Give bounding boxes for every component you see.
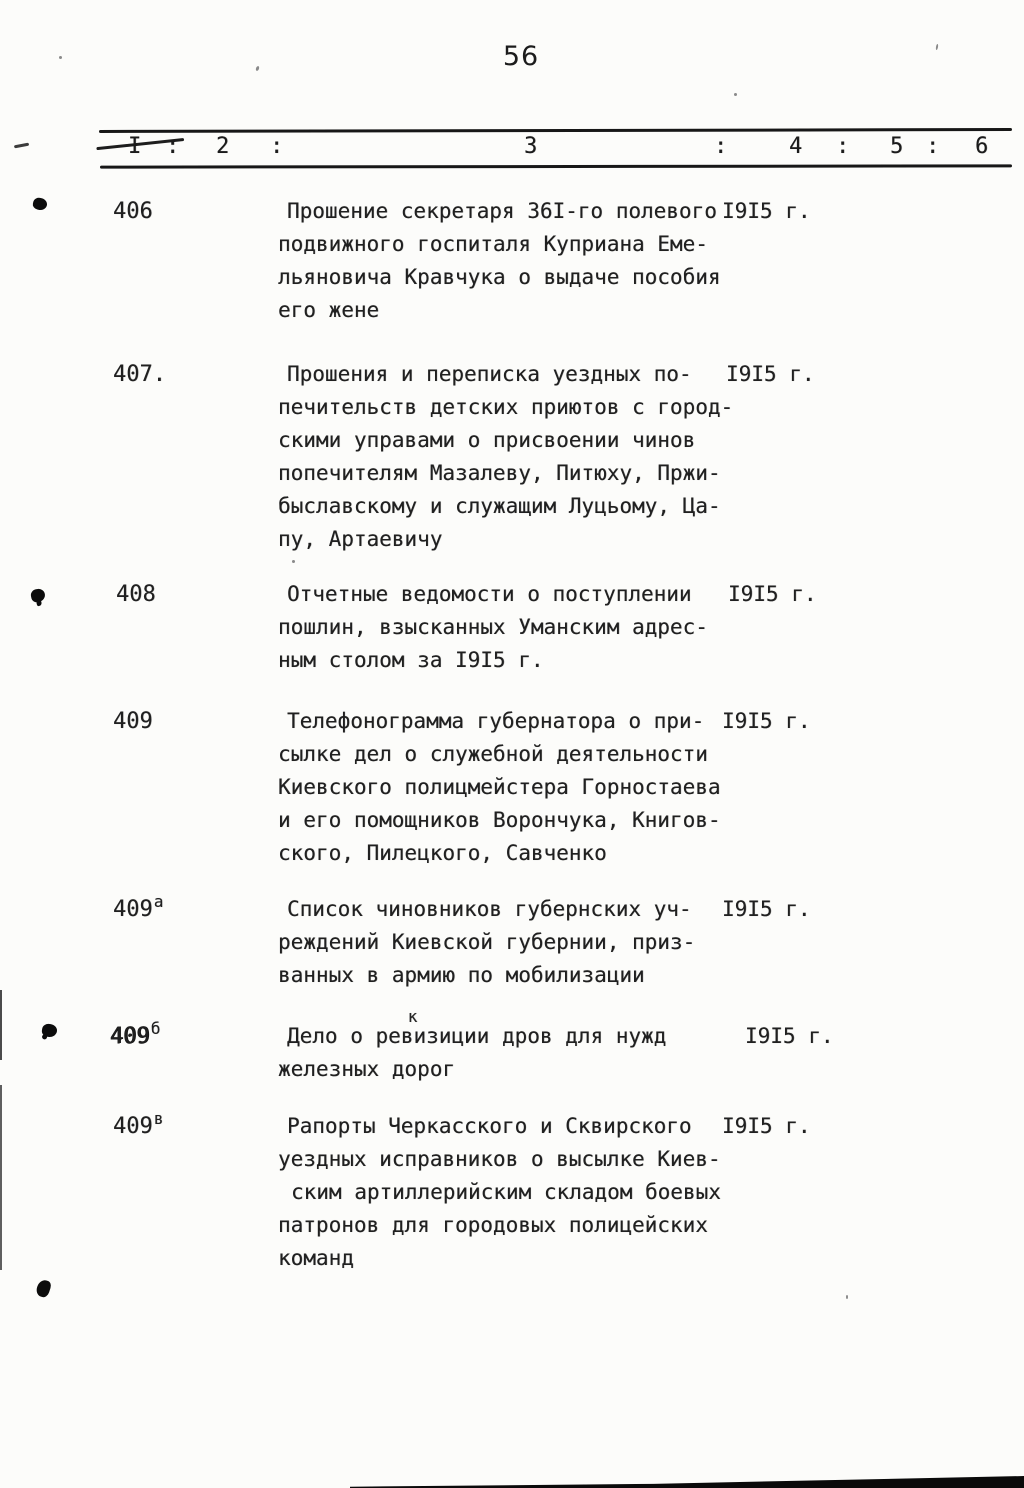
entry-description	[278, 578, 748, 677]
handwritten-dash-mark	[14, 143, 29, 148]
column-header-5: 5	[890, 134, 904, 159]
description-line: Дело о ре к визиции дров для нужд	[287, 1007, 667, 1048]
description-line: Прошение секретаря 36I-го полевого	[287, 199, 717, 223]
page-number: 56	[502, 41, 540, 72]
entry-year: I9I5 г.	[726, 362, 815, 386]
entry-description	[278, 705, 748, 870]
description-line: и его помощников Ворончука, Книгов-	[278, 808, 721, 832]
description-line: пошлин, взысканных Уманским адрес-	[278, 615, 708, 639]
description-line: быславскому и служащим Луцьому, Ца-	[278, 494, 721, 518]
description-line: ным столом за I9I5 г.	[278, 648, 544, 672]
description-line: Телефонограмма губернатора о при-	[287, 709, 705, 733]
column-header-3: 3	[524, 134, 538, 159]
entry-number: 406	[113, 199, 153, 224]
ink-speck	[734, 93, 737, 96]
ink-speck	[292, 560, 295, 563]
entry-description	[278, 195, 748, 327]
margin-ink-dot	[30, 588, 46, 604]
entry-description	[278, 893, 748, 992]
description-line: ванных в армию по мобилизации	[278, 963, 645, 987]
description-line: ским артиллерийским складом боевых	[291, 1180, 721, 1204]
column-separator: :	[270, 134, 284, 159]
margin-ink-dot	[35, 1278, 53, 1298]
description-line: подвижного госпиталя Куприана Еме-	[278, 232, 708, 256]
description-line: печительств детских приютов с город-	[278, 395, 734, 419]
margin-ink-dot	[41, 1023, 58, 1038]
ink-speck	[846, 1295, 848, 1299]
entry-year: I9I5 г.	[722, 1114, 811, 1138]
description-line: сылке дел о служебной деятельности	[278, 742, 708, 766]
entry-description	[278, 1007, 748, 1086]
description-line: Прошения и переписка уездных по-	[287, 362, 692, 386]
entry-number: $409^б$	[110, 1019, 161, 1049]
description-line: ского, Пилецкого, Савченко	[278, 841, 607, 865]
description-line: льяновича Кравчука о выдаче пособия	[278, 265, 721, 289]
description-line: скими управами о присвоении чинов	[278, 428, 696, 452]
entry-year: I9I5 г.	[722, 709, 811, 733]
column-separator: :	[714, 134, 728, 159]
description-line: Отчетные ведомости о поступлении	[287, 582, 692, 606]
column-header-4: 4	[789, 134, 803, 159]
entry-year: I9I5 г.	[728, 582, 817, 606]
description-line: Список чиновников губернских уч-	[287, 897, 692, 921]
column-separator: :	[926, 134, 940, 159]
ink-speck	[59, 56, 62, 59]
description-line: железных дорог	[278, 1057, 456, 1081]
entry-number: $409^в$	[113, 1109, 164, 1139]
column-header-6: 6	[975, 134, 989, 159]
scan-edge-line	[0, 990, 2, 1060]
entry-number: $409^а$	[113, 892, 164, 922]
description-line: реждений Киевской губернии, приз-	[278, 930, 696, 954]
description-line: пу, Артаевичу	[278, 527, 443, 551]
entry-description	[278, 358, 748, 556]
column-header-1: I	[128, 134, 142, 159]
scan-shadow-bottom	[350, 1475, 1024, 1488]
column-separator: :	[836, 134, 850, 159]
description-line: команд	[278, 1246, 354, 1270]
description-line: Рапорты Черкасского и Сквирского	[287, 1114, 692, 1138]
description-line: его жене	[278, 298, 380, 322]
header-rule-bottom	[100, 164, 1012, 169]
margin-ink-dot	[32, 196, 48, 211]
entry-year: I9I5 г.	[722, 897, 811, 921]
description-line: уездных исправников о высылке Киев-	[278, 1147, 721, 1171]
header-rule-top	[99, 128, 1012, 133]
entry-year: I9I5 г.	[745, 1024, 834, 1048]
entry-number: 409	[113, 709, 153, 734]
description-line: Киевского полицмейстера Горностаева	[278, 775, 721, 799]
scan-edge-line	[0, 1085, 2, 1270]
column-header-2: 2	[216, 134, 230, 159]
entry-year: I9I5 г.	[722, 199, 811, 223]
description-line: патронов для городовых полицейских	[278, 1213, 708, 1237]
entry-number: 408	[116, 582, 156, 607]
column-separator: :	[166, 134, 180, 159]
description-line: попечителям Мазалеву, Питюху, Пржи-	[278, 461, 721, 485]
entry-description	[278, 1110, 748, 1275]
entry-number: 407.	[113, 362, 166, 387]
inserted-correction-letter: к	[407, 1007, 418, 1026]
